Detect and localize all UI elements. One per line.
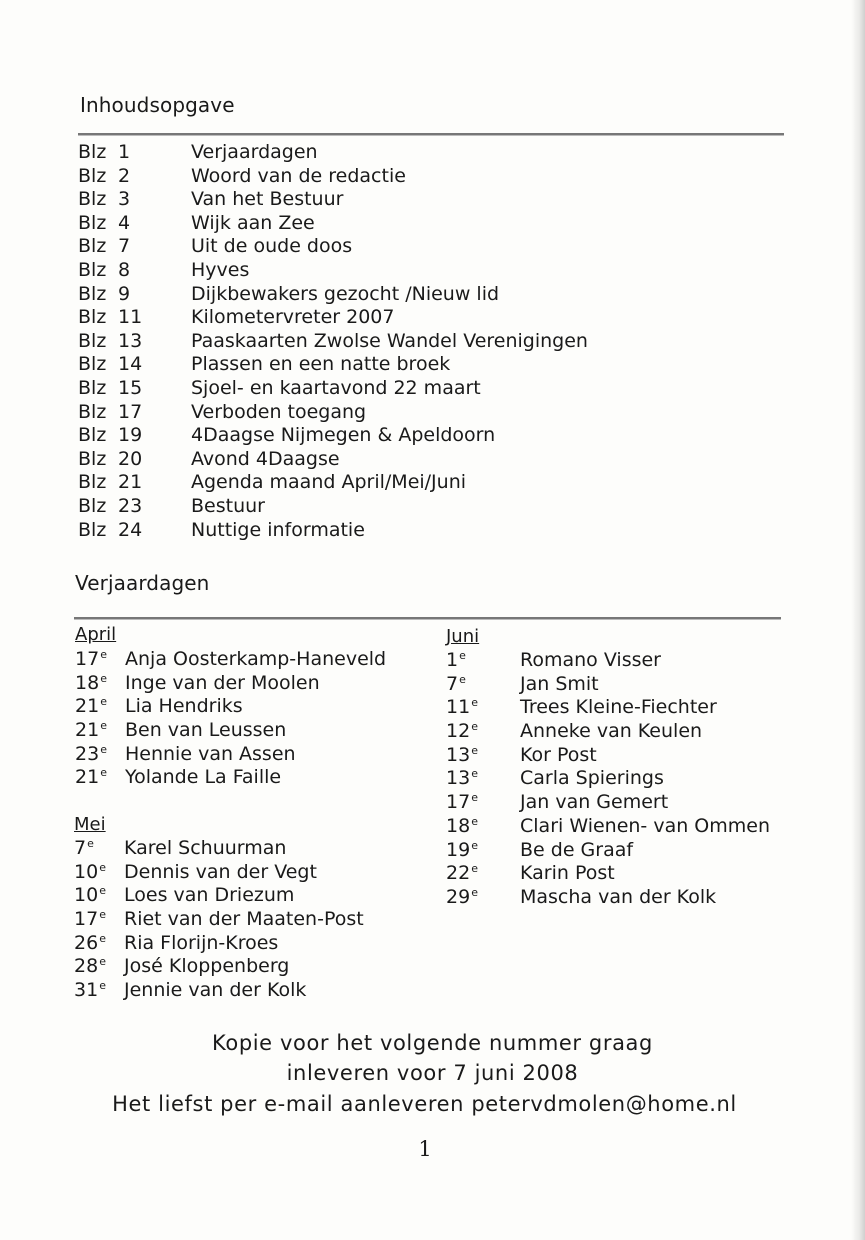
toc-page-number: 7 [118, 235, 131, 258]
birthday-name: Anneke van Keulen [520, 720, 703, 743]
month-label-mei: Mei [74, 814, 106, 835]
birthday-day [446, 696, 478, 718]
birthday-day-suffix: e [471, 862, 478, 876]
birthday-day-number: 17 [74, 908, 99, 931]
birthday-day-number: 31 [74, 979, 99, 1002]
birthday-day-number: 26 [74, 931, 99, 954]
birthday-day-number: 7 [74, 837, 87, 859]
birthday-day-number: 10 [74, 860, 99, 883]
birthday-day [74, 861, 106, 883]
toc-blz-label: Blz [78, 400, 107, 423]
toc-entry-title: Plassen en een natte broek [191, 353, 451, 376]
birthday-name: Yolande La Faille [125, 766, 282, 789]
birthday-day-number: 17 [446, 791, 471, 814]
toc-blz-label: Blz [78, 211, 107, 234]
toc-entry-title: Sjoel- en kaartavond 22 maart [191, 376, 481, 399]
toc-blz-label: Blz [78, 282, 107, 305]
toc-page-number: 17 [118, 400, 143, 423]
toc-entry-title: Bestuur [191, 494, 265, 517]
birthdays-heading: Verjaardagen [75, 571, 210, 595]
birthday-day-suffix: e [471, 814, 478, 828]
birthday-day-number: 21 [75, 719, 100, 742]
toc-page-number: 14 [118, 353, 143, 376]
birthday-day-suffix: e [100, 766, 107, 780]
toc-blz-label: Blz [78, 518, 107, 541]
birthday-name: Ria Florijn-Kroes [124, 931, 279, 954]
birthday-day-suffix: e [87, 837, 94, 850]
toc-entry-title: Van het Bestuur [191, 188, 344, 211]
birthday-name: Trees Kleine-Fiechter [520, 696, 717, 719]
toc-entry-title: Kilometervreter 2007 [191, 306, 395, 329]
birthday-day-suffix: e [471, 720, 478, 734]
birthday-day [446, 815, 478, 837]
birthday-name: Riet van der Maaten-Post [124, 908, 364, 931]
toc-entry-title: Verboden toegang [191, 400, 367, 423]
birthday-name: Lia Hendriks [125, 695, 243, 718]
toc-entry-title: Dijkbewakers gezocht /Nieuw lid [191, 282, 500, 305]
toc-entry-title: 4Daagse Nijmegen & Apeldoorn [191, 424, 496, 447]
toc-page-number: 11 [118, 306, 143, 329]
birthday-day [446, 862, 478, 884]
toc-divider [78, 133, 784, 136]
birthday-day-number: 7 [446, 672, 459, 695]
birthday-name: Karin Post [520, 862, 615, 885]
birthday-day [74, 908, 106, 930]
birthday-day-number: 29 [446, 885, 471, 908]
toc-blz-label: Blz [78, 494, 107, 517]
toc-entry-title: Wijk aan Zee [191, 211, 315, 234]
birthday-day-suffix: e [99, 884, 106, 898]
birthday-day-number: 12 [446, 720, 471, 743]
birthday-day-number: 10 [74, 884, 99, 907]
footer-line-3: Het liefst per e-mail aanleveren petervdmolen@home.nl [112, 1092, 737, 1116]
birthday-day-suffix: e [471, 791, 478, 805]
birthday-day [74, 884, 106, 906]
toc-page-number: 21 [118, 471, 143, 494]
birthday-day-suffix: e [99, 955, 106, 969]
birthday-day-suffix: e [99, 979, 106, 993]
birthday-day-suffix: e [471, 885, 478, 899]
toc-entry-title: Verjaardagen [191, 141, 318, 163]
toc-blz-label: Blz [78, 188, 107, 211]
birthday-day [75, 648, 107, 670]
birthday-day-number: 19 [446, 838, 471, 861]
toc-blz-label: Blz [78, 235, 107, 258]
birthday-day-number: 22 [446, 862, 471, 885]
birthday-day-number: 13 [446, 743, 471, 766]
toc-heading: Inhoudsopgave [80, 93, 235, 117]
birthday-day [75, 672, 107, 694]
birthday-day [75, 719, 107, 741]
birthday-day-number: 21 [75, 766, 100, 789]
birthday-day-number: 21 [75, 695, 100, 718]
birthday-day-suffix: e [99, 860, 106, 874]
birthday-day [446, 720, 478, 742]
toc-entry-title: Avond 4Daagse [191, 447, 340, 470]
birthday-name: Loes van Driezum [124, 884, 295, 907]
toc-blz-label: Blz [78, 471, 107, 494]
birthday-day-number: 18 [446, 814, 471, 837]
birthday-day-suffix: e [100, 671, 107, 685]
toc-blz-label: Blz [78, 164, 107, 187]
birthday-day-suffix: e [471, 743, 478, 757]
birthday-name: Karel Schuurman [124, 837, 287, 859]
toc-page-number: 13 [118, 329, 143, 352]
birthday-name: Kor Post [520, 743, 597, 766]
toc-page-number: 9 [118, 282, 131, 305]
toc-entry-title: Uit de oude doos [191, 235, 353, 258]
toc-page-number: 4 [118, 211, 131, 234]
toc-blz-label: Blz [78, 306, 107, 329]
birthday-day-number: 11 [446, 696, 471, 719]
birthday-name: Anja Oosterkamp-Haneveld [125, 648, 387, 670]
toc-blz-label: Blz [78, 353, 107, 376]
birthday-day-number: 13 [446, 767, 471, 790]
birthday-day [75, 695, 107, 717]
birthday-day [74, 837, 94, 859]
month-label-april: April [75, 624, 117, 645]
month-label-juni: Juni [446, 626, 480, 647]
birthday-day [75, 766, 107, 788]
toc-blz-label: Blz [78, 376, 107, 399]
birthday-day-suffix: e [100, 695, 107, 709]
birthday-name: José Kloppenberg [124, 955, 290, 978]
birthday-day-number: 1 [446, 649, 459, 671]
birthday-day [446, 791, 478, 813]
toc-page-number: 23 [118, 494, 143, 517]
birthday-day [446, 839, 478, 861]
birthday-day-suffix: e [471, 696, 478, 710]
birthday-day [75, 743, 107, 765]
toc-blz-label: Blz [78, 258, 107, 281]
birthday-day-suffix: e [459, 672, 466, 686]
page-edge-shadow [851, 0, 865, 1240]
birthday-name: Be de Graaf [520, 838, 634, 861]
birthday-day-number: 23 [75, 742, 100, 765]
toc-page-number: 3 [118, 188, 131, 211]
birthday-day-suffix: e [100, 719, 107, 733]
birthday-day [74, 955, 106, 977]
birthday-day-number: 28 [74, 955, 99, 978]
birthday-name: Jennie van der Kolk [124, 979, 307, 1002]
toc-entry-title: Agenda maand April/Mei/Juni [191, 471, 467, 494]
birthday-day [74, 979, 106, 1001]
birthday-name: Mascha van der Kolk [520, 885, 717, 908]
page-number: 1 [418, 1137, 432, 1161]
birthday-name: Jan van Gemert [520, 791, 669, 814]
birthday-name: Clari Wienen- van Ommen [520, 814, 770, 837]
toc-page-number: 8 [118, 258, 131, 281]
birthday-name: Hennie van Assen [125, 742, 296, 765]
birthday-day [446, 886, 478, 908]
footer-line-2: inleveren voor 7 juni 2008 [286, 1061, 579, 1085]
birthday-day-suffix: e [459, 649, 466, 662]
toc-page-number: 19 [118, 424, 143, 447]
birthday-name: Dennis van der Vegt [124, 860, 317, 883]
birthday-day [446, 767, 478, 789]
birthday-name: Jan Smit [520, 672, 599, 695]
birthdays-divider [74, 617, 781, 620]
birthday-day [446, 744, 478, 766]
birthday-day-number: 17 [75, 648, 100, 670]
toc-entry-title: Nuttige informatie [191, 518, 365, 541]
birthday-day [74, 932, 106, 954]
birthday-day-number: 18 [75, 671, 100, 694]
birthday-name: Romano Visser [520, 649, 661, 671]
birthday-day-suffix: e [99, 908, 106, 922]
toc-blz-label: Blz [78, 424, 107, 447]
toc-entry-title: Hyves [191, 258, 250, 281]
birthday-day [446, 649, 466, 671]
birthday-name: Carla Spierings [520, 767, 664, 790]
toc-page-number: 24 [118, 518, 143, 541]
birthday-day-suffix: e [99, 931, 106, 945]
birthday-day-suffix: e [100, 742, 107, 756]
toc-blz-label: Blz [78, 141, 107, 163]
birthday-name: Inge van der Moolen [125, 671, 320, 694]
toc-blz-label: Blz [78, 447, 107, 470]
toc-page-number: 15 [118, 376, 143, 399]
birthday-day-suffix: e [471, 767, 478, 781]
birthday-day-suffix: e [100, 648, 107, 661]
footer-line-1: Kopie voor het volgende nummer graag [212, 1031, 653, 1055]
toc-entry-title: Paaskaarten Zwolse Wandel Verenigingen [191, 329, 588, 352]
birthday-day [446, 673, 466, 695]
birthday-day-suffix: e [471, 838, 478, 852]
toc-page-number: 20 [118, 447, 143, 470]
toc-page-number: 1 [118, 141, 131, 163]
toc-blz-label: Blz [78, 329, 107, 352]
toc-page-number: 2 [118, 164, 131, 187]
birthday-name: Ben van Leussen [125, 719, 287, 742]
toc-entry-title: Woord van de redactie [191, 164, 406, 187]
